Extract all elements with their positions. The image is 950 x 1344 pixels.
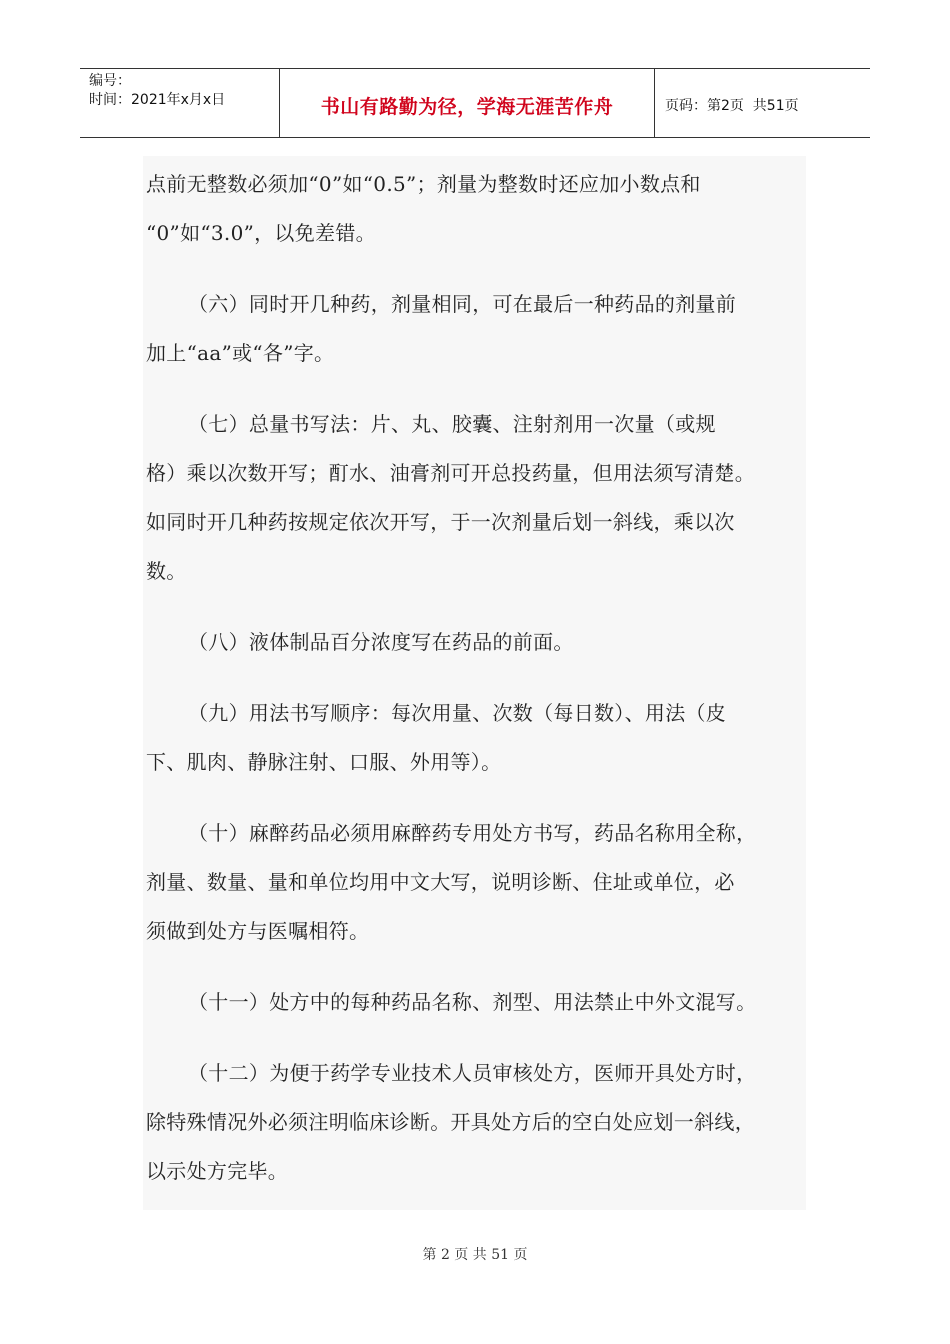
text-line: 下、肌肉、静脉注射、口服、外用等）。	[146, 750, 502, 774]
paragraph	[146, 1049, 806, 1196]
text-line: “0”如“3.0”，以免差错。	[146, 221, 376, 245]
header-meta	[80, 69, 280, 137]
text-line: 须做到处方与医嘱相符。	[146, 919, 370, 943]
paragraph	[146, 809, 806, 956]
paragraph	[146, 618, 806, 667]
text-line: 点前无整数必须加“0”如“0.5”；剂量为整数时还应加小数点和	[146, 172, 701, 196]
text-line: 以示处方完毕。	[146, 1159, 289, 1183]
text-line: （十二）为便于药学专业技术人员审核处方，医师开具处方时，	[188, 1061, 757, 1085]
text-line: （七）总量书写法：片、丸、胶囊、注射剂用一次量（或规	[188, 412, 716, 436]
text-line: （八）液体制品百分浓度写在药品的前面。	[188, 630, 574, 654]
header-page-info: 页码：第2页 共51页	[665, 98, 799, 114]
paragraph	[146, 400, 806, 596]
header-motto: 书山有路勤为径，学海无涯苦作舟	[280, 69, 655, 137]
text-line: （九）用法书写顺序：每次用量、次数（每日数）、用法（皮	[188, 701, 727, 725]
page-footer: 第 2 页 共 51 页	[422, 1247, 528, 1263]
text-line: （十一）处方中的每种药品名称、剂型、用法禁止中外文混写。	[188, 990, 757, 1014]
text-line: 格）乘以次数开写；酊水、油膏剂可开总投药量，但用法须写清楚。	[146, 461, 755, 485]
document-time-label: 时间：2021年x月x日	[89, 92, 226, 108]
paragraph	[146, 978, 806, 1027]
document-body	[143, 156, 806, 1210]
text-line: （十）麻醉药品必须用麻醉药专用处方书写，药品名称用全称，	[188, 821, 757, 845]
document-number-label: 编号：	[89, 73, 131, 89]
text-line: 如同时开几种药按规定依次开写，于一次剂量后划一斜线，乘以次	[146, 510, 735, 534]
paragraph	[146, 160, 806, 258]
document-header	[80, 68, 870, 138]
paragraph	[146, 280, 806, 378]
text-line: 加上“aa”或“各”字。	[146, 341, 335, 365]
text-line: （六）同时开几种药，剂量相同，可在最后一种药品的剂量前	[188, 292, 737, 316]
text-line: 剂量、数量、量和单位均用中文大写，说明诊断、住址或单位，必	[146, 870, 735, 894]
text-line: 除特殊情况外必须注明临床诊断。开具处方后的空白处应划一斜线，	[146, 1110, 755, 1134]
text-line: 数。	[146, 559, 187, 583]
paragraph	[146, 689, 806, 787]
